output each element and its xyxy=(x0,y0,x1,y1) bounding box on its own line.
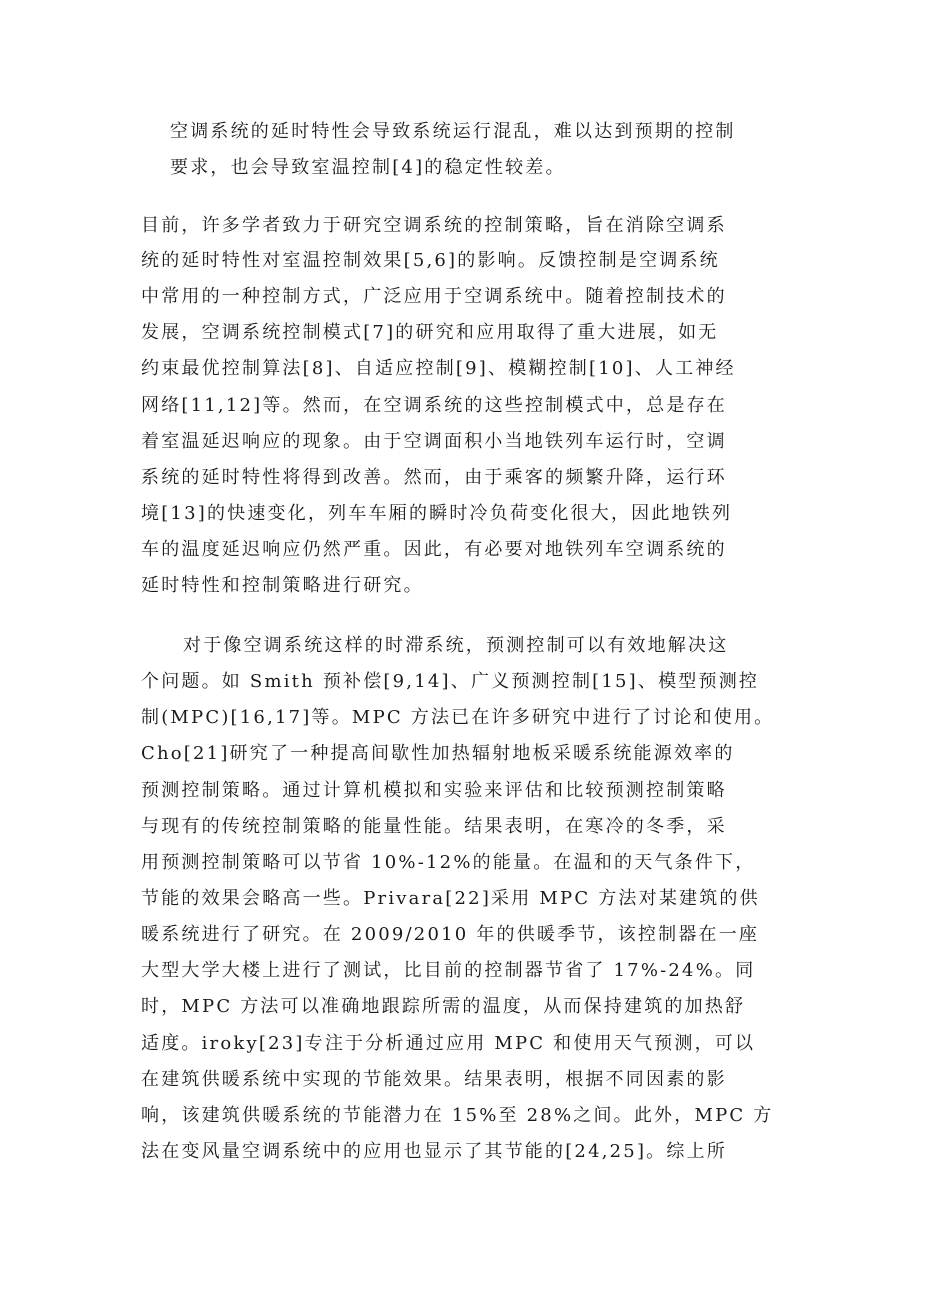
text-line: 响，该建筑供暖系统的节能潜力在 15%至 28%之间。此外，MPC 方 xyxy=(141,1105,774,1126)
text-line: 法在变风量空调系统中的应用也显示了其节能的[24,25]。综上所 xyxy=(141,1141,727,1162)
text-line: 约束最优控制算法[8]、自适应控制[9]、模糊控制[10]、人工神经 xyxy=(141,358,736,379)
text-line: 目前，许多学者致力于研究空调系统的控制策略，旨在消除空调系 xyxy=(141,215,727,236)
text-line: 发展，空调系统控制模式[7]的研究和应用取得了重大进展，如无 xyxy=(141,322,719,343)
text-line: 与现有的传统控制策略的能量性能。结果表明，在寒冷的冬季，采 xyxy=(141,816,727,837)
text-line: 大型大学大楼上进行了测试，比目前的控制器节省了 17%-24%。同 xyxy=(141,960,756,981)
text-line: 系统的延时特性将得到改善。然而，由于乘客的频繁升降，运行环 xyxy=(141,467,727,488)
text-line: 预测控制策略。通过计算机模拟和实验来评估和比较预测控制策略 xyxy=(141,780,727,801)
text-line: 在建筑供暖系统中实现的节能效果。结果表明，根据不同因素的影 xyxy=(141,1069,727,1090)
text-line: 制(MPC)[16,17]等。MPC 方法已在许多研究中进行了讨论和使用。 xyxy=(141,707,775,728)
text-line: 节能的效果会略高一些。Privara[22]采用 MPC 方法对某建筑的供 xyxy=(141,888,760,909)
text-line: 个问题。如 Smith 预补偿[9,14]、广义预测控制[15]、模型预测控 xyxy=(141,671,760,692)
text-line: Cho[21]研究了一种提高间歇性加热辐射地板采暖系统能源效率的 xyxy=(141,743,735,764)
text-line: 时，MPC 方法可以准确地跟踪所需的温度，从而保持建筑的加热舒 xyxy=(141,996,746,1017)
text-line: 适度。iroky[23]专注于分析通过应用 MPC 和使用天气预测，可以 xyxy=(141,1033,756,1054)
text-line: 中常用的一种控制方式，广泛应用于空调系统中。随着控制技术的 xyxy=(141,286,727,307)
text-line: 着室温延迟响应的现象。由于空调面积小当地铁列车运行时，空调 xyxy=(141,431,727,452)
text-line: 延时特性和控制策略进行研究。 xyxy=(141,575,424,596)
text-line: 境[13]的快速变化，列车车厢的瞬时冷负荷变化很大，因此地铁列 xyxy=(141,503,733,524)
text-line: 空调系统的延时特性会导致系统运行混乱，难以达到预期的控制 xyxy=(170,121,736,142)
text-line: 暖系统进行了研究。在 2009/2010 年的供暖季节，该控制器在一座 xyxy=(141,924,760,945)
text-line: 统的延时特性对室温控制效果[5,6]的影响。反馈控制是空调系统 xyxy=(141,250,720,271)
text-line: 车的温度延迟响应仍然严重。因此，有必要对地铁列车空调系统的 xyxy=(141,539,727,560)
text-line: 网络[11,12]等。然而，在空调系统的这些控制模式中，总是存在 xyxy=(141,395,727,416)
text-line: 用预测控制策略可以节省 10%-12%的能量。在温和的天气条件下， xyxy=(141,852,756,873)
text-line: 对于像空调系统这样的时滞系统，预测控制可以有效地解决这 xyxy=(183,635,729,656)
text-line: 要求，也会导致室温控制[4]的稳定性较差。 xyxy=(170,157,566,178)
